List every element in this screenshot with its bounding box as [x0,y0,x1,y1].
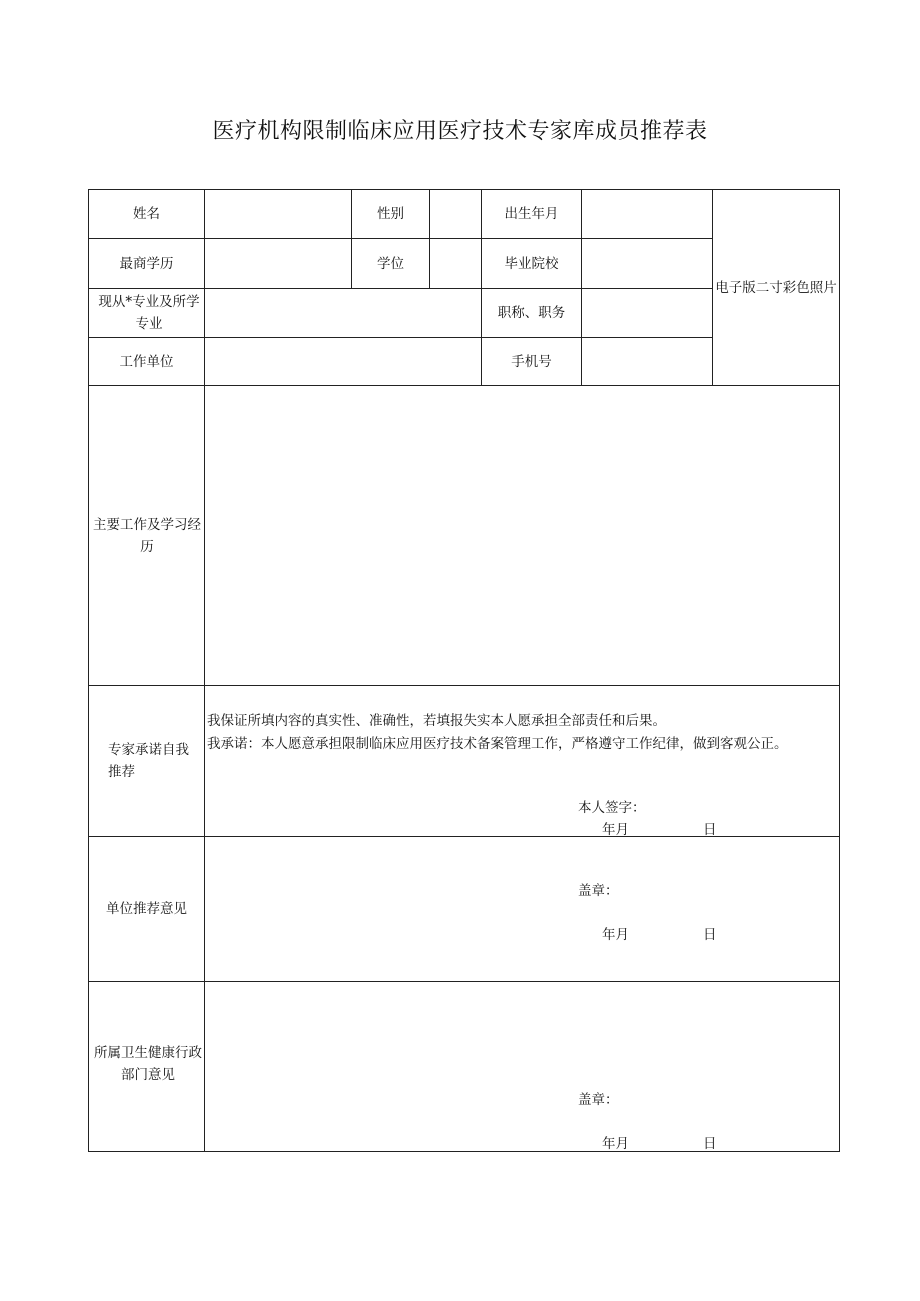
photo-placeholder[interactable]: 电子版二寸彩色照片 [715,279,837,296]
input-gender[interactable] [430,190,481,238]
label-dept-opinion: 所属卫生健康行政部门意见 [94,1045,202,1083]
commitment-year-month: 年月 [602,822,629,838]
dept-seal-label: 盖章： [578,1092,619,1108]
label-history: 主要工作及学习经历 [93,516,201,555]
dept-day: 日 [703,1136,717,1152]
commitment-day: 日 [703,822,717,838]
input-education[interactable] [205,239,351,288]
label-commitment: 专家承诺自我推荐 [108,742,189,780]
sign-label: 本人签字： [578,800,646,816]
input-name[interactable] [205,190,351,238]
unit-year-month: 年月 [602,927,629,943]
unit-seal-label: 盖章： [578,883,619,899]
label-birth: 出生年月 [504,206,559,222]
input-title-post[interactable] [582,289,712,337]
input-employer[interactable] [205,338,481,385]
label-title-post: 职称、职务 [497,305,566,321]
label-name: 姓名 [133,206,160,222]
input-phone[interactable] [582,338,712,385]
page-title: 医疗机构限制临床应用医疗技术专家库成员推荐表 [212,119,708,144]
label-phone: 手机号 [511,353,552,370]
label-school: 毕业院校 [504,255,559,272]
label-education: 最商学历 [119,255,174,272]
unit-day: 日 [703,927,717,943]
label-unit-opinion: 单位推荐意见 [106,901,187,917]
label-employer: 工作单位 [119,353,174,370]
label-gender: 性别 [377,206,404,222]
input-school[interactable] [582,239,712,288]
label-degree: 学位 [377,255,404,272]
input-degree[interactable] [430,239,481,288]
input-major[interactable] [205,289,481,337]
input-history[interactable] [205,386,839,685]
commitment-line-2: 我承诺：本人愿意承担限制临床应用医疗技术备案管理工作，严格遵守工作纪律，做到客观公正。 [207,736,788,752]
dept-year-month: 年月 [602,1136,629,1152]
label-major: 现从*专业及所学专业 [98,294,200,332]
commitment-line-1: 我保证所填内容的真实性、准确性，若填报失实本人愿承担全部责任和后果。 [207,713,666,729]
input-birth[interactable] [582,190,712,238]
